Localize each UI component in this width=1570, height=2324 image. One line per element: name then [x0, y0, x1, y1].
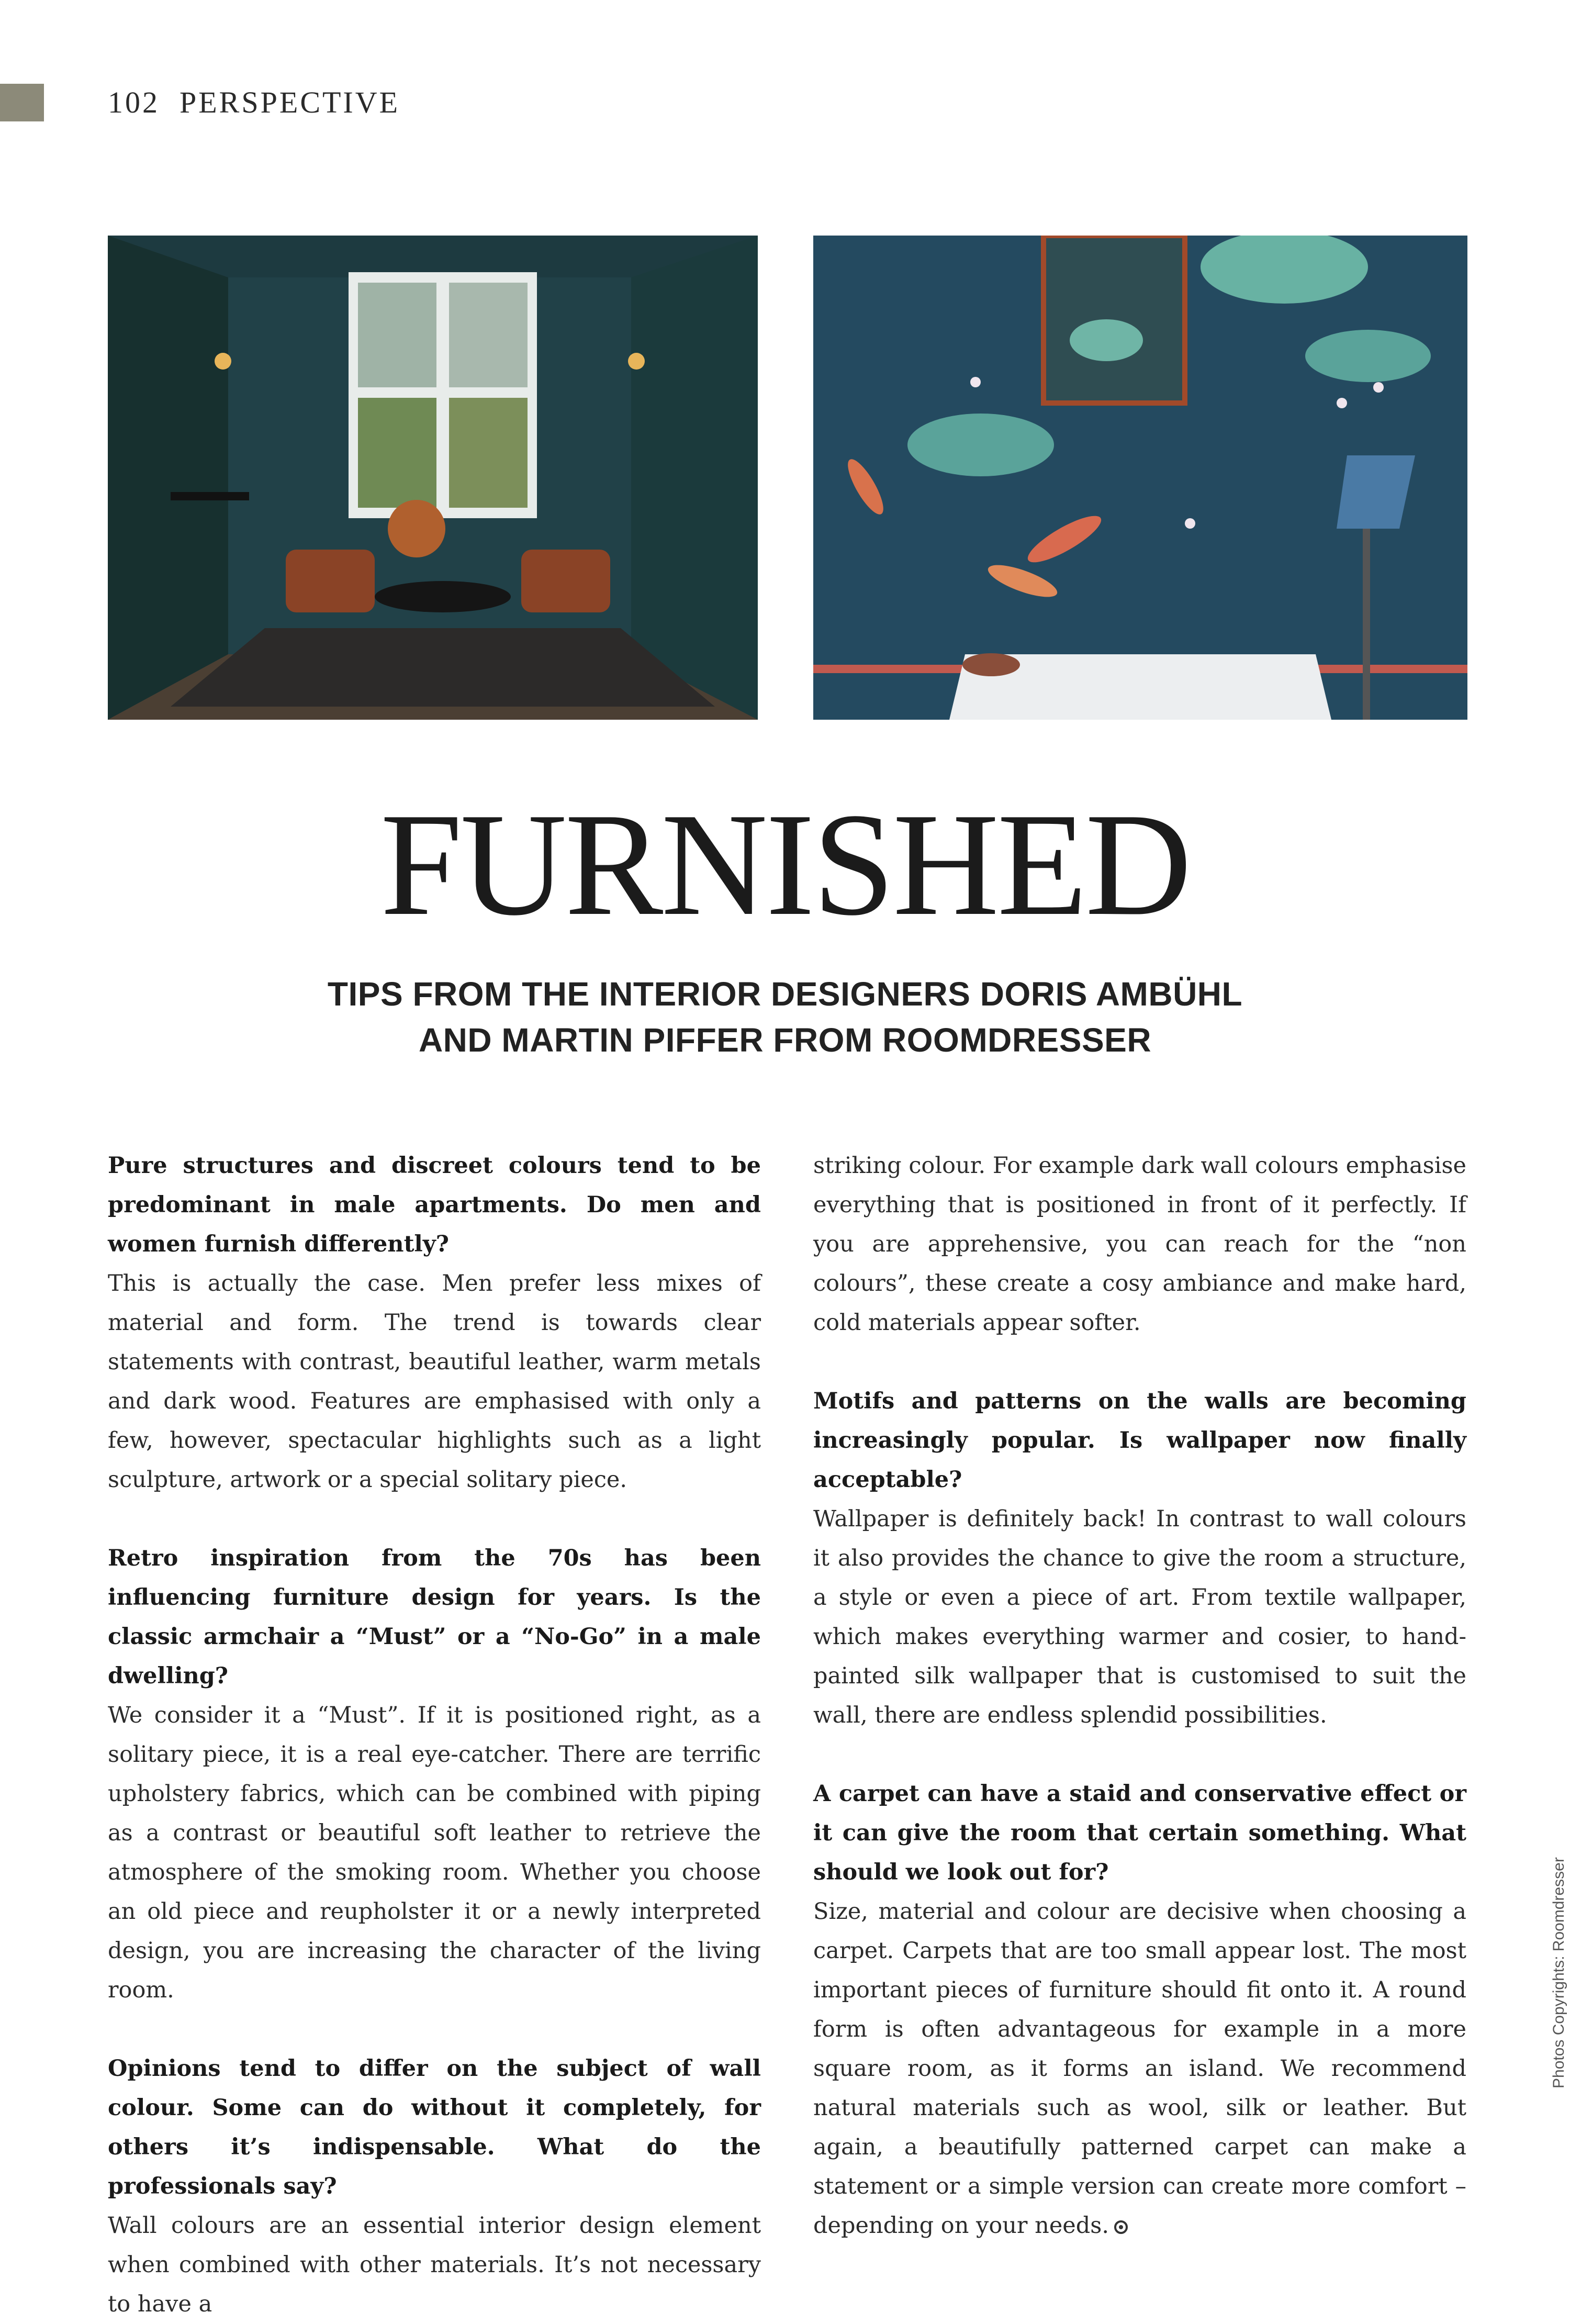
living-room-photo — [108, 236, 758, 720]
page-header — [108, 85, 400, 120]
answer-5-text: Size, material and colour are decisive when choosing a carpet. Carpets that are too small appear lost. The most important pieces of furniture should fit onto it. A round form is often advantageous for example in a more square room, as it forms an island. We recommend natural materials such as wool, silk or leather. But again, a beautifully patterned carpet can make a statement or a simple version can create more comfort – depending on your needs. — [813, 1898, 1466, 2239]
text-column-left — [108, 1146, 761, 2324]
article-title: FURNISHED — [380, 783, 1190, 946]
question-4: Motifs and patterns on the walls are becoming increasingly popular. Is wallpaper now finally acceptable? — [813, 1388, 1466, 1493]
end-of-article-icon — [1114, 2220, 1128, 2234]
page-number: 102 — [108, 85, 160, 119]
question-3: Opinions tend to differ on the subject of wall colour. Some can do without it completely, for others it’s indispensable. What do the professionals say? — [108, 2055, 761, 2199]
question-2: Retro inspiration from the 70s has been influencing furniture design for years. Is the classic armchair a “Must” or a “No-Go” in a male dwelling? — [108, 1545, 761, 1689]
bathroom-wallpaper-photo — [813, 236, 1467, 720]
answer-3-start: Wall colours are an essential interior design element when combined with other materials. It’s not necessary to have a — [108, 2213, 761, 2317]
question-5: A carpet can have a staid and conservative effect or it can give the room that certain something. What should we look out for? — [813, 1781, 1466, 1885]
section-name: PERSPECTIVE — [180, 85, 400, 119]
answer-1: This is actually the case. Men prefer less mixes of material and form. The trend is towards clear statements with contrast, beautiful leather, warm metals and dark wood. Features are emphasised with only a few, however, spectacular highlights such as a light sculpture, artwork or a special solitary piece. — [108, 1270, 761, 1493]
question-1: Pure structures and discreet colours tend to be predominant in male apartments. Do men and women furnish differently? — [108, 1153, 761, 1257]
text-column-right — [813, 1146, 1466, 2245]
photo-credit: Photos Copyrights: Roomdresser — [1550, 1857, 1567, 2088]
answer-5 — [813, 1892, 1466, 2245]
article-subtitle — [0, 971, 1570, 1063]
folio-marker — [0, 84, 44, 121]
answer-4: Wallpaper is definitely back! In contrast to wall colours it also provides the chance to give the room a structure, a style or even a piece of art. From textile wallpaper, which makes everything warmer and cosier, to hand-painted silk wallpaper that is customised to suit the wall, there are endless splendid possibilities. — [813, 1506, 1466, 1728]
subtitle-line-1: TIPS FROM THE INTERIOR DESIGNERS DORIS AMBÜHL — [327, 975, 1243, 1013]
answer-3-end: striking colour. For example dark wall colours emphasise everything that is positioned in front of it perfectly. If you are apprehensive, you can reach for the “non colours”, these create a cosy ambiance and make hard, cold materials appear softer. — [813, 1153, 1466, 1336]
answer-2: We consider it a “Must”. If it is positioned right, as a solitary piece, it is a real eye-catcher. There are terrific upholstery fabrics, which can be combined with piping as a contrast or beautiful soft leather to retrieve the atmosphere of the smoking room. Whether you choose an old piece and reupholster it or a newly interpreted design, you are increasing the character of the living room. — [108, 1702, 761, 2003]
subtitle-line-2: AND MARTIN PIFFER FROM ROOMDRESSER — [418, 1021, 1152, 1059]
